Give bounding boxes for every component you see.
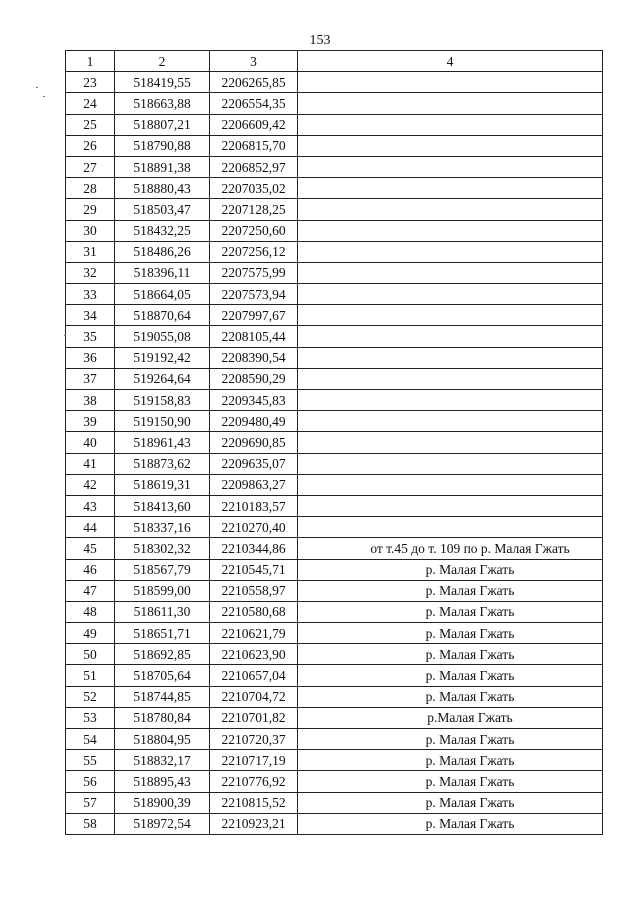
table-row xyxy=(66,474,603,495)
description-cell xyxy=(298,93,603,114)
x-coordinate-cell: 518804,95 xyxy=(115,729,210,750)
y-coordinate-cell: 2206554,35 xyxy=(210,93,298,114)
table-row xyxy=(66,368,603,389)
table-row xyxy=(66,623,603,644)
x-coordinate-cell: 518873,62 xyxy=(115,453,210,474)
y-coordinate-cell: 2206265,85 xyxy=(210,72,298,93)
point-number-cell: 38 xyxy=(66,390,115,411)
x-coordinate-cell: 519055,08 xyxy=(115,326,210,347)
y-coordinate-cell: 2210621,79 xyxy=(210,623,298,644)
description-cell xyxy=(298,347,603,368)
table-row xyxy=(66,559,603,580)
description-cell xyxy=(298,199,603,220)
x-coordinate-cell: 518337,16 xyxy=(115,517,210,538)
description-cell xyxy=(298,178,603,199)
y-coordinate-cell: 2209480,49 xyxy=(210,411,298,432)
x-coordinate-cell: 518413,60 xyxy=(115,495,210,516)
point-number-cell: 46 xyxy=(66,559,115,580)
x-coordinate-cell: 518895,43 xyxy=(115,771,210,792)
x-coordinate-cell: 518567,79 xyxy=(115,559,210,580)
point-number-cell: 28 xyxy=(66,178,115,199)
point-number-cell: 54 xyxy=(66,729,115,750)
table-row xyxy=(66,72,603,93)
y-coordinate-cell: 2210623,90 xyxy=(210,644,298,665)
table-body xyxy=(66,72,603,835)
x-coordinate-cell: 518396,11 xyxy=(115,262,210,283)
table-row xyxy=(66,813,603,834)
x-coordinate-cell: 518611,30 xyxy=(115,601,210,622)
description-cell xyxy=(298,453,603,474)
table-row xyxy=(66,199,603,220)
x-coordinate-cell: 518486,26 xyxy=(115,241,210,262)
y-coordinate-cell: 2210344,86 xyxy=(210,538,298,559)
point-number-cell: 33 xyxy=(66,284,115,305)
point-number-cell: 49 xyxy=(66,623,115,644)
y-coordinate-cell: 2210776,92 xyxy=(210,771,298,792)
x-coordinate-cell: 518832,17 xyxy=(115,750,210,771)
table-row xyxy=(66,284,603,305)
header-col-2: 2 xyxy=(115,51,210,72)
header-col-4: 4 xyxy=(298,51,603,72)
x-coordinate-cell: 518891,38 xyxy=(115,156,210,177)
table-row xyxy=(66,178,603,199)
table-row xyxy=(66,135,603,156)
table-row xyxy=(66,347,603,368)
scan-speck xyxy=(36,87,38,88)
description-cell: р. Малая Гжать xyxy=(298,644,603,665)
point-number-cell: 26 xyxy=(66,135,115,156)
x-coordinate-cell: 518692,85 xyxy=(115,644,210,665)
table-row xyxy=(66,601,603,622)
description-cell xyxy=(298,517,603,538)
table-row xyxy=(66,305,603,326)
x-coordinate-cell: 518790,88 xyxy=(115,135,210,156)
x-coordinate-cell: 519158,83 xyxy=(115,390,210,411)
point-number-cell: 44 xyxy=(66,517,115,538)
description-cell xyxy=(298,135,603,156)
point-number-cell: 43 xyxy=(66,495,115,516)
point-number-cell: 40 xyxy=(66,432,115,453)
y-coordinate-cell: 2206609,42 xyxy=(210,114,298,135)
point-number-cell: 23 xyxy=(66,72,115,93)
y-coordinate-cell: 2210815,52 xyxy=(210,792,298,813)
point-number-cell: 48 xyxy=(66,601,115,622)
x-coordinate-cell: 518780,84 xyxy=(115,707,210,728)
y-coordinate-cell: 2207250,60 xyxy=(210,220,298,241)
table-row xyxy=(66,771,603,792)
y-coordinate-cell: 2209863,27 xyxy=(210,474,298,495)
header-col-1: 1 xyxy=(66,51,115,72)
x-coordinate-cell: 518870,64 xyxy=(115,305,210,326)
table-row xyxy=(66,644,603,665)
point-number-cell: 55 xyxy=(66,750,115,771)
y-coordinate-cell: 2210720,37 xyxy=(210,729,298,750)
y-coordinate-cell: 2207035,02 xyxy=(210,178,298,199)
y-coordinate-cell: 2209345,83 xyxy=(210,390,298,411)
x-coordinate-cell: 518503,47 xyxy=(115,199,210,220)
point-number-cell: 39 xyxy=(66,411,115,432)
point-number-cell: 53 xyxy=(66,707,115,728)
y-coordinate-cell: 2210558,97 xyxy=(210,580,298,601)
point-number-cell: 29 xyxy=(66,199,115,220)
y-coordinate-cell: 2206852,97 xyxy=(210,156,298,177)
y-coordinate-cell: 2208590,29 xyxy=(210,368,298,389)
description-cell: р. Малая Гжать xyxy=(298,601,603,622)
table-row xyxy=(66,432,603,453)
point-number-cell: 34 xyxy=(66,305,115,326)
scan-speck xyxy=(43,96,45,97)
point-number-cell: 50 xyxy=(66,644,115,665)
description-cell: р. Малая Гжать xyxy=(298,729,603,750)
table-row xyxy=(66,156,603,177)
y-coordinate-cell: 2207128,25 xyxy=(210,199,298,220)
table-row xyxy=(66,326,603,347)
point-number-cell: 51 xyxy=(66,665,115,686)
table-row xyxy=(66,93,603,114)
x-coordinate-cell: 518972,54 xyxy=(115,813,210,834)
description-cell: р. Малая Гжать xyxy=(298,665,603,686)
description-cell: р. Малая Гжать xyxy=(298,559,603,580)
x-coordinate-cell: 518619,31 xyxy=(115,474,210,495)
y-coordinate-cell: 2210657,04 xyxy=(210,665,298,686)
point-number-cell: 57 xyxy=(66,792,115,813)
x-coordinate-cell: 518599,00 xyxy=(115,580,210,601)
y-coordinate-cell: 2210704,72 xyxy=(210,686,298,707)
x-coordinate-cell: 518807,21 xyxy=(115,114,210,135)
table-row xyxy=(66,750,603,771)
description-cell: р. Малая Гжать xyxy=(298,686,603,707)
description-cell: р. Малая Гжать xyxy=(298,580,603,601)
y-coordinate-cell: 2207575,99 xyxy=(210,262,298,283)
table-row xyxy=(66,665,603,686)
table-row xyxy=(66,495,603,516)
point-number-cell: 37 xyxy=(66,368,115,389)
x-coordinate-cell: 518664,05 xyxy=(115,284,210,305)
description-cell xyxy=(298,72,603,93)
description-cell xyxy=(298,241,603,262)
description-cell: р. Малая Гжать xyxy=(298,813,603,834)
table-row xyxy=(66,792,603,813)
table-row xyxy=(66,390,603,411)
description-cell: р. Малая Гжать xyxy=(298,771,603,792)
point-number-cell: 58 xyxy=(66,813,115,834)
point-number-cell: 42 xyxy=(66,474,115,495)
y-coordinate-cell: 2209635,07 xyxy=(210,453,298,474)
y-coordinate-cell: 2206815,70 xyxy=(210,135,298,156)
y-coordinate-cell: 2210923,21 xyxy=(210,813,298,834)
description-cell xyxy=(298,368,603,389)
description-cell xyxy=(298,390,603,411)
table-row xyxy=(66,707,603,728)
x-coordinate-cell: 519192,42 xyxy=(115,347,210,368)
x-coordinate-cell: 518651,71 xyxy=(115,623,210,644)
table-row xyxy=(66,241,603,262)
x-coordinate-cell: 518663,88 xyxy=(115,93,210,114)
table-header-row xyxy=(66,51,603,72)
description-cell: р. Малая Гжать xyxy=(298,750,603,771)
description-cell xyxy=(298,284,603,305)
y-coordinate-cell: 2208390,54 xyxy=(210,347,298,368)
y-coordinate-cell: 2210701,82 xyxy=(210,707,298,728)
table-row xyxy=(66,580,603,601)
y-coordinate-cell: 2208105,44 xyxy=(210,326,298,347)
table-row xyxy=(66,538,603,559)
point-number-cell: 25 xyxy=(66,114,115,135)
description-cell: от т.45 до т. 109 по р. Малая Гжать xyxy=(298,538,603,559)
point-number-cell: 47 xyxy=(66,580,115,601)
description-cell: р.Малая Гжать xyxy=(298,707,603,728)
table-row xyxy=(66,453,603,474)
x-coordinate-cell: 518419,55 xyxy=(115,72,210,93)
table-row xyxy=(66,114,603,135)
y-coordinate-cell: 2210545,71 xyxy=(210,559,298,580)
table-row xyxy=(66,262,603,283)
x-coordinate-cell: 518744,85 xyxy=(115,686,210,707)
x-coordinate-cell: 519264,64 xyxy=(115,368,210,389)
table-row xyxy=(66,411,603,432)
point-number-cell: 30 xyxy=(66,220,115,241)
header-col-3: 3 xyxy=(210,51,298,72)
description-cell xyxy=(298,262,603,283)
y-coordinate-cell: 2210717,19 xyxy=(210,750,298,771)
point-number-cell: 36 xyxy=(66,347,115,368)
description-cell xyxy=(298,326,603,347)
point-number-cell: 35 xyxy=(66,326,115,347)
description-cell: р. Малая Гжать xyxy=(298,623,603,644)
scan-speck xyxy=(64,335,66,336)
x-coordinate-cell: 519150,90 xyxy=(115,411,210,432)
description-cell xyxy=(298,220,603,241)
y-coordinate-cell: 2210580,68 xyxy=(210,601,298,622)
y-coordinate-cell: 2210270,40 xyxy=(210,517,298,538)
table-row xyxy=(66,729,603,750)
point-number-cell: 31 xyxy=(66,241,115,262)
description-cell xyxy=(298,156,603,177)
x-coordinate-cell: 518880,43 xyxy=(115,178,210,199)
y-coordinate-cell: 2207997,67 xyxy=(210,305,298,326)
point-number-cell: 45 xyxy=(66,538,115,559)
point-number-cell: 56 xyxy=(66,771,115,792)
y-coordinate-cell: 2207256,12 xyxy=(210,241,298,262)
description-cell xyxy=(298,114,603,135)
table-row xyxy=(66,517,603,538)
x-coordinate-cell: 518302,32 xyxy=(115,538,210,559)
point-number-cell: 27 xyxy=(66,156,115,177)
point-number-cell: 52 xyxy=(66,686,115,707)
table-row xyxy=(66,220,603,241)
x-coordinate-cell: 518705,64 xyxy=(115,665,210,686)
x-coordinate-cell: 518900,39 xyxy=(115,792,210,813)
y-coordinate-cell: 2207573,94 xyxy=(210,284,298,305)
coordinates-table xyxy=(65,50,603,835)
description-cell xyxy=(298,474,603,495)
description-cell xyxy=(298,411,603,432)
y-coordinate-cell: 2210183,57 xyxy=(210,495,298,516)
description-cell xyxy=(298,495,603,516)
point-number-cell: 41 xyxy=(66,453,115,474)
x-coordinate-cell: 518961,43 xyxy=(115,432,210,453)
table-row xyxy=(66,686,603,707)
description-cell xyxy=(298,305,603,326)
description-cell: р. Малая Гжать xyxy=(298,792,603,813)
description-cell xyxy=(298,432,603,453)
page-number: 153 xyxy=(309,33,331,48)
point-number-cell: 24 xyxy=(66,93,115,114)
x-coordinate-cell: 518432,25 xyxy=(115,220,210,241)
y-coordinate-cell: 2209690,85 xyxy=(210,432,298,453)
point-number-cell: 32 xyxy=(66,262,115,283)
